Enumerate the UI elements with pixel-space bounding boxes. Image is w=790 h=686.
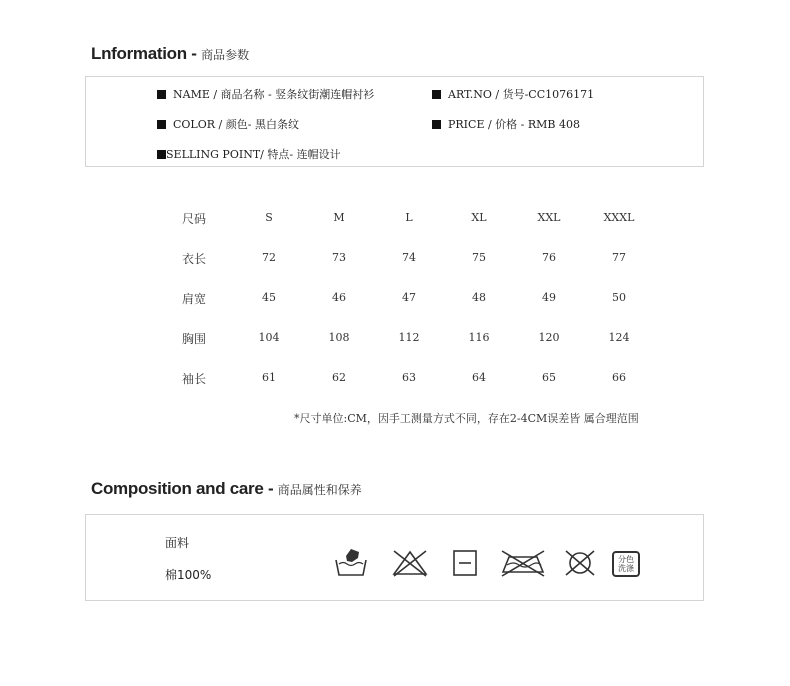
size-header-cell: XXXL	[603, 211, 635, 224]
do-not-dry-clean-icon	[563, 548, 597, 578]
info-price-row	[432, 116, 580, 132]
table-cell: 63	[402, 371, 416, 384]
info-art-no: ART.NO / 货号-CC1076171	[448, 88, 595, 101]
bullet-square-icon	[157, 150, 166, 159]
information-title	[91, 44, 249, 64]
table-cell: 72	[262, 251, 276, 264]
table-cell: 50	[612, 291, 626, 304]
size-note: *尺寸单位:CM，因手工测量方式不同，存在2-4CM误差皆 属合理范围	[294, 412, 639, 425]
table-cell: 76	[542, 251, 556, 264]
title-separator: -	[267, 479, 274, 498]
info-name: NAME / 商品名称 - 竖条纹街潮连帽衬衫	[173, 88, 375, 101]
size-header-label: 尺码	[182, 212, 207, 226]
do-not-bleach-icon	[391, 548, 429, 578]
info-name-row	[157, 86, 374, 102]
table-cell: 62	[332, 371, 346, 384]
information-subtitle: 商品参数	[201, 48, 250, 62]
table-cell: 65	[542, 371, 556, 384]
composition-title	[91, 479, 362, 499]
table-cell: 124	[608, 331, 630, 344]
composition-title-text: Composition and care	[91, 479, 264, 498]
table-cell: 77	[612, 251, 626, 264]
bullet-square-icon	[157, 90, 166, 99]
table-cell: 75	[472, 251, 486, 264]
info-price: PRICE / 价格 - RMB 408	[448, 118, 581, 131]
composition-subtitle: 商品属性和保养	[277, 483, 362, 497]
bullet-square-icon	[432, 90, 441, 99]
table-cell: 47	[402, 291, 416, 304]
size-header-cell: L	[405, 211, 413, 224]
bullet-square-icon	[157, 120, 166, 129]
info-color: COLOR / 颜色- 黑白条纹	[173, 118, 299, 131]
table-cell: 45	[262, 291, 276, 304]
table-row-label: 肩宽	[182, 292, 207, 306]
size-header-cell: XL	[471, 211, 487, 224]
size-header-cell: M	[333, 211, 345, 224]
table-row-label: 衣长	[182, 252, 207, 266]
table-cell: 116	[468, 331, 490, 344]
table-cell: 61	[262, 371, 276, 384]
table-cell: 120	[538, 331, 560, 344]
info-selling-point: SELLING POINT/ 特点- 连帽设计	[166, 148, 341, 161]
size-header-cell: S	[265, 211, 273, 224]
tumble-dry-icon	[452, 548, 478, 578]
info-color-row	[157, 116, 299, 132]
table-cell: 73	[332, 251, 346, 264]
fabric-label: 面料	[165, 536, 190, 550]
info-art-no-row	[432, 86, 594, 102]
wash-separately-icon	[612, 551, 640, 577]
wash-separately-text-2: 洗涤	[618, 564, 634, 573]
table-cell: 49	[542, 291, 556, 304]
table-cell: 112	[398, 331, 420, 344]
information-title-text: Lnformation	[91, 44, 187, 63]
title-separator: -	[191, 44, 197, 63]
hand-wash-icon	[334, 548, 368, 578]
bullet-square-icon	[432, 120, 441, 129]
table-cell: 104	[258, 331, 280, 344]
table-cell: 66	[612, 371, 626, 384]
table-cell: 108	[328, 331, 350, 344]
size-header-cell: XXL	[537, 211, 561, 224]
info-selling-point-row	[157, 146, 341, 162]
table-cell: 46	[332, 291, 346, 304]
table-cell: 64	[472, 371, 486, 384]
fabric-value: 棉100%	[165, 568, 212, 582]
table-row-label: 胸围	[182, 332, 207, 346]
wash-separately-text-1: 分色	[618, 555, 634, 564]
table-row-label: 袖长	[182, 372, 207, 386]
table-cell: 48	[472, 291, 486, 304]
table-cell: 74	[402, 251, 416, 264]
do-not-iron-icon	[499, 548, 547, 578]
